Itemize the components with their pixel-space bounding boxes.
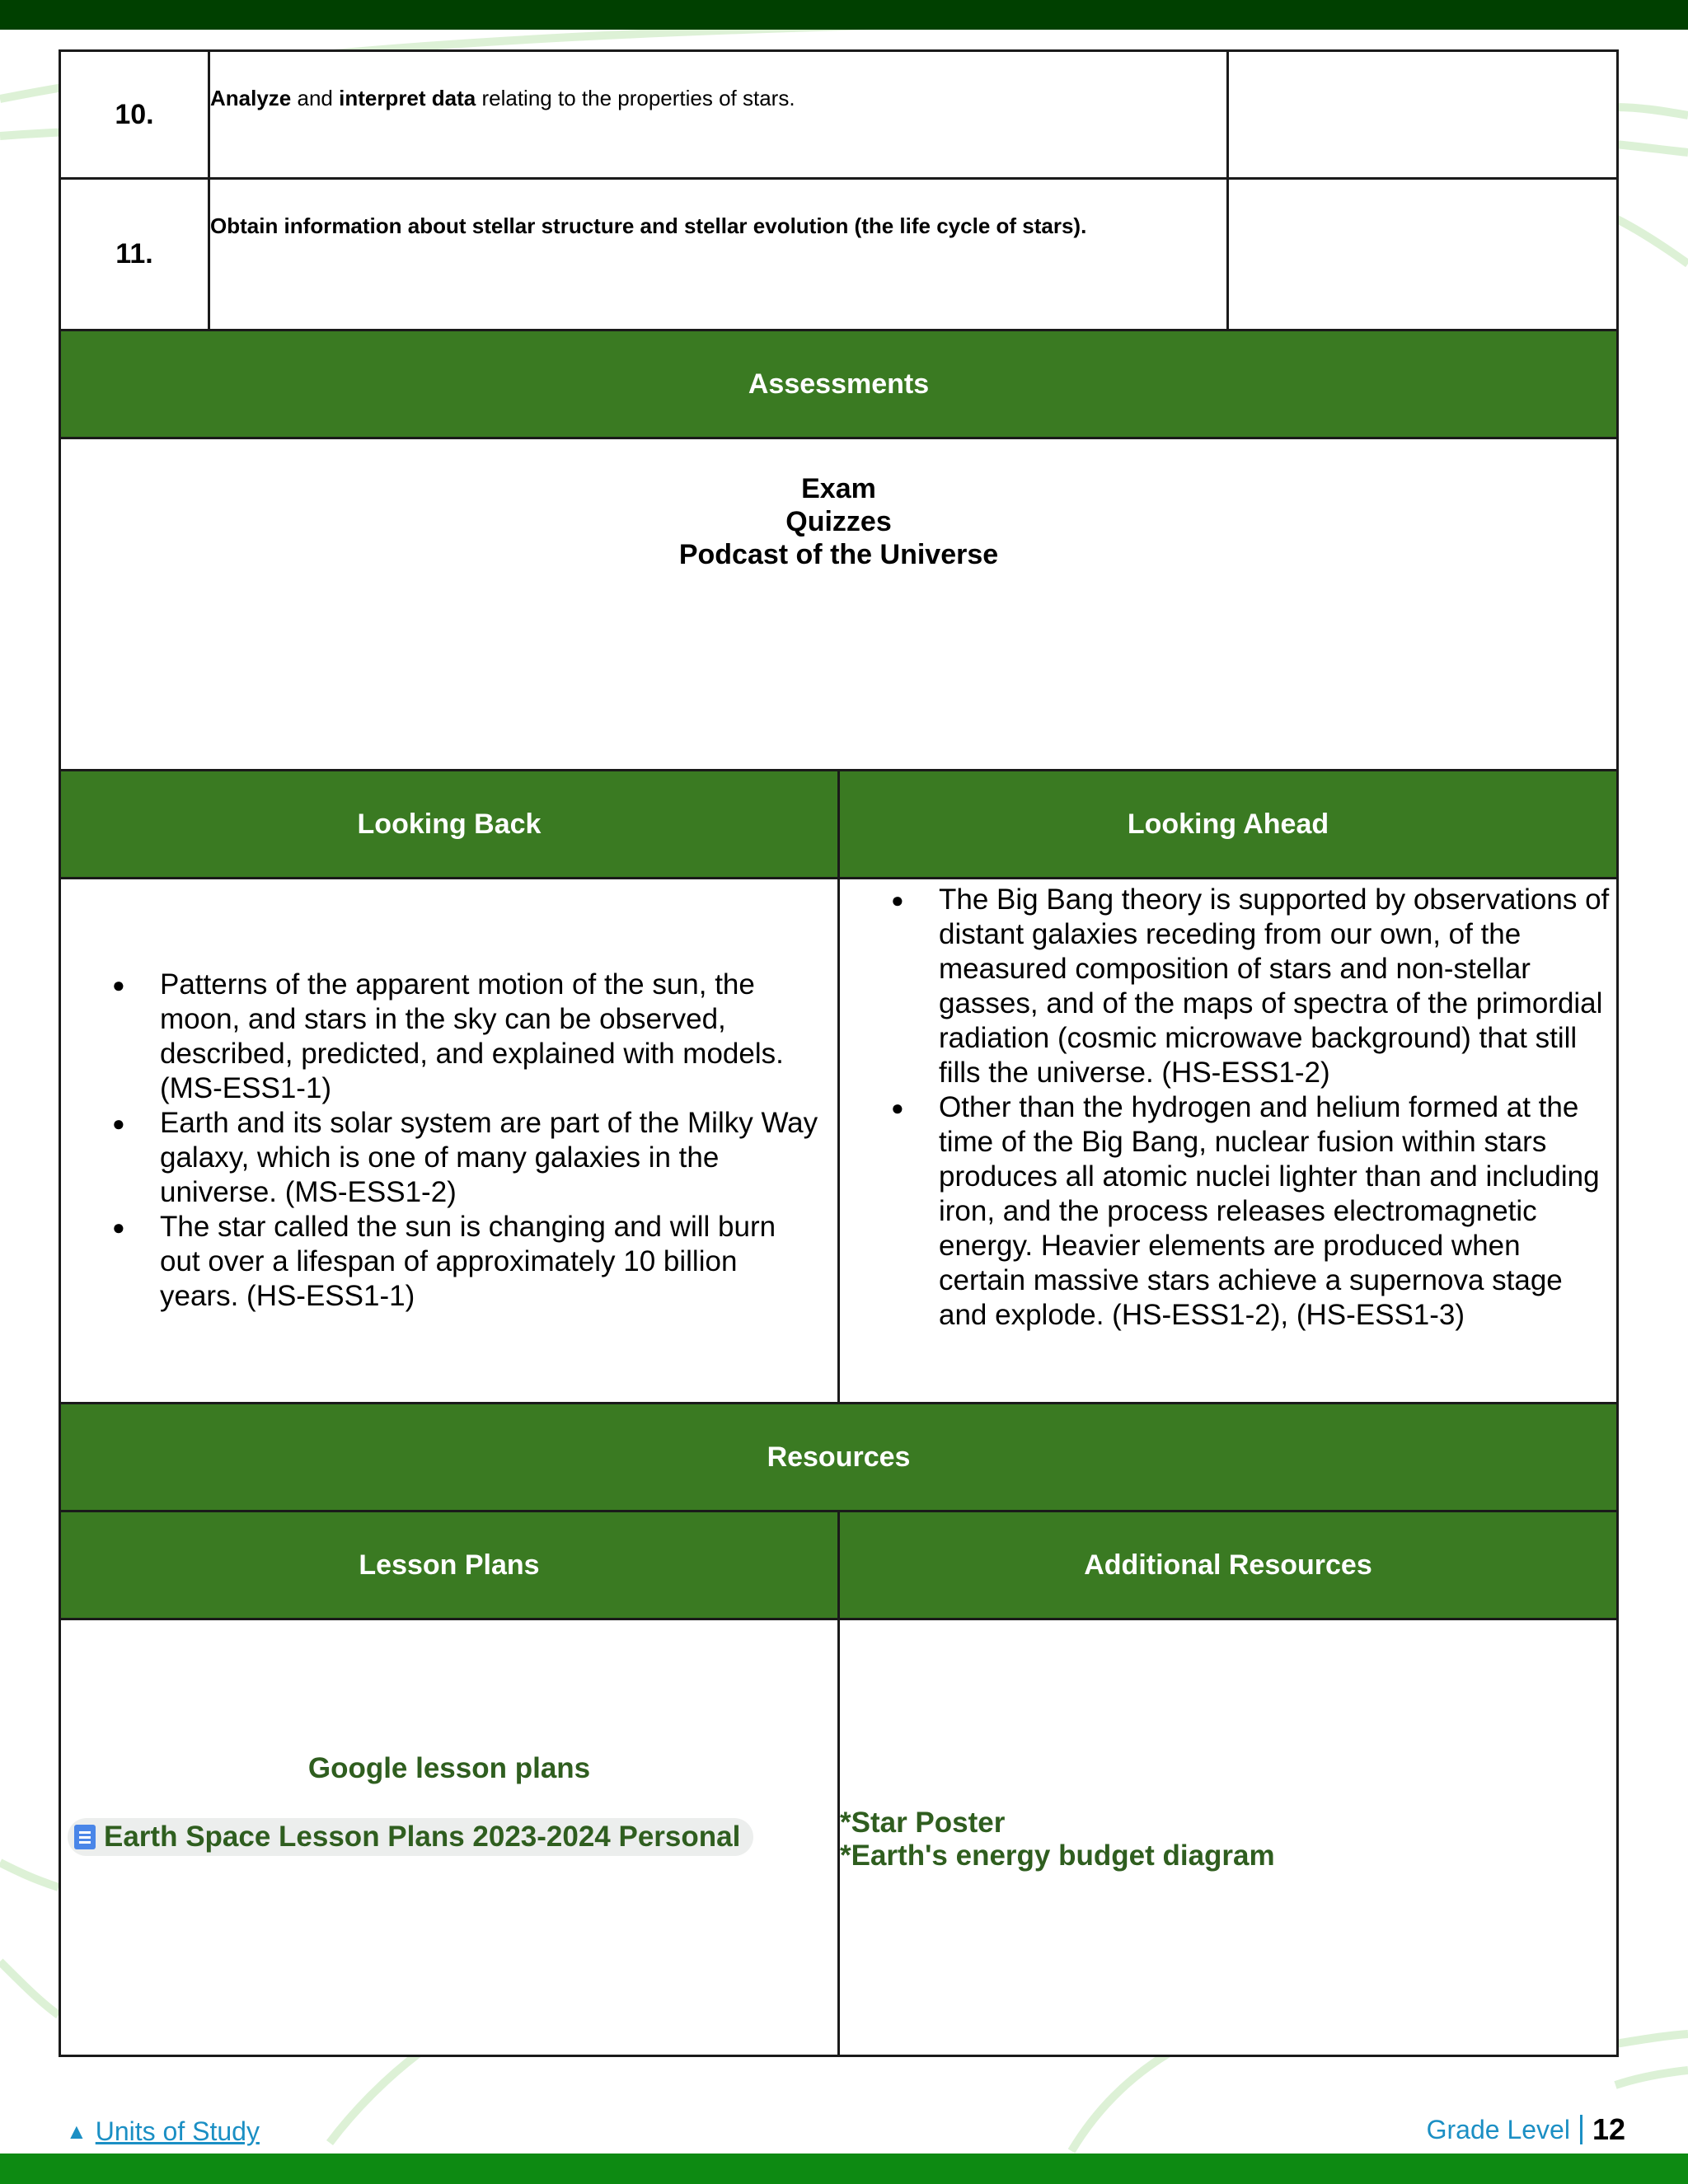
looking-ahead-item: ● The Big Bang theory is supported by observations of distant galaxies receding from our own, of the measured composition of stars and non-stellar gasses, and of the maps of spectra of the primordial radiation (cosmic microwave background) that still fills the universe. (HS-ESS1-2) (840, 883, 1613, 1090)
lesson-plans-heading: Lesson Plans (60, 1511, 839, 1619)
assessment-item: Exam (801, 473, 876, 504)
additional-resource-item[interactable]: *Star Poster (840, 1807, 1006, 1839)
looking-back-cell (60, 879, 839, 1404)
looking-ahead-heading: Looking Ahead (839, 771, 1618, 879)
page-footer-info (1427, 2112, 1625, 2147)
google-doc-icon (74, 1825, 96, 1849)
looking-ahead-item: ● Other than the hydrogen and helium formed at the time of the Big Bang, nuclear fusion within stars produces all atomic nuclei lighter than and including iron, and the process releases electromagnetic energy. Heavier elements are produced when certain massive stars achieve a supernova stage and explode. (HS-ESS1-2), (HS-ESS1-3) (840, 1090, 1613, 1333)
looking-back-item: ● The star called the sun is changing and will burn out over a lifespan of approximately 10 billion years. (HS-ESS1-1) (61, 1210, 821, 1314)
lesson-plans-cell (60, 1619, 839, 2056)
assessment-item: Quizzes (785, 506, 892, 537)
standard-notes-cell (1228, 179, 1618, 330)
footer-separator (1580, 2115, 1582, 2144)
additional-resources-heading: Additional Resources (839, 1511, 1618, 1619)
top-bar (0, 0, 1688, 30)
page-number: 12 (1592, 2112, 1625, 2146)
up-triangle-icon: ▲ (66, 2119, 87, 2144)
additional-resource-item[interactable]: *Earth's energy budget diagram (840, 1840, 1275, 1872)
standard-notes-cell (1228, 51, 1618, 179)
bottom-bar (0, 2154, 1688, 2184)
standard-number: 11. (60, 179, 209, 330)
assessments-heading: Assessments (60, 330, 1618, 438)
doc-chip-label: Earth Space Lesson Plans 2023-2024 Personal (104, 1821, 741, 1853)
units-of-study-label: Units of Study (95, 2116, 260, 2146)
resources-heading: Resources (60, 1404, 1618, 1511)
standard-text-part: Obtain information about stellar structure and stellar evolution (the life cycle of stars). (210, 213, 1087, 238)
assessment-item: Podcast of the Universe (678, 539, 999, 570)
lesson-plans-doc-chip[interactable] (68, 1818, 753, 1856)
looking-back-item: ● Earth and its solar system are part of the Milky Way galaxy, which is one of many galaxies in the universe. (MS-ESS1-2) (61, 1106, 821, 1210)
standard-text-part: Analyze (210, 86, 292, 110)
additional-resources-cell (839, 1619, 1618, 2056)
standard-text (209, 179, 1228, 330)
standard-text (209, 51, 1228, 179)
standard-number: 10. (60, 51, 209, 179)
standard-text-part: and (291, 86, 340, 110)
looking-back-heading: Looking Back (60, 771, 839, 879)
standard-text-part: relating to the properties of stars. (476, 86, 795, 110)
google-lesson-plans-title: Google lesson plans (307, 1752, 591, 1784)
standard-row-10 (60, 51, 1618, 179)
looking-back-list (61, 968, 821, 1314)
grade-level-label: Grade Level (1426, 2114, 1570, 2144)
standard-text-part: interpret data (339, 86, 476, 110)
assessments-list (60, 438, 1618, 771)
looking-back-item: ● Patterns of the apparent motion of the sun, the moon, and stars in the sky can be observed, described, predicted, and explained with models. (MS-ESS1-1) (61, 968, 821, 1106)
looking-ahead-cell (839, 879, 1618, 1404)
looking-ahead-list (840, 883, 1613, 1333)
unit-plan-table (59, 49, 1619, 2057)
units-of-study-link[interactable] (66, 2116, 260, 2147)
standard-row-11 (60, 179, 1618, 330)
